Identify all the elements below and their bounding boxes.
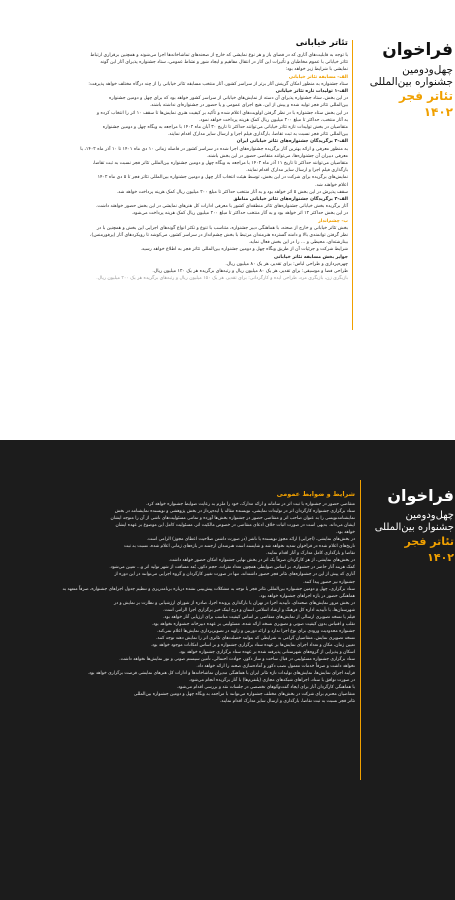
festival-title-block — [366, 486, 454, 565]
rule-line: تقاضا و بارگذاری کامل مدارک و آثار اقدام نمایند. — [266, 551, 355, 557]
paragraph-line: بین‌المللی تئاتر فجر نسبت به ثبت تقاضا، بارگذاری فیلم اجرا و ارسال سایر مدارک اقدام نمایند. — [167, 132, 348, 138]
paragraph-line: با توجه به قابلیت‌های آثاری که در فضای باز و هر نوع نمایشی که خارج از صحنه‌های تماشاخانه‌ها اجرا می‌شوند و همچنین برقراری ارتباط — [90, 53, 348, 58]
rule-line: خواهد بود. — [335, 530, 355, 536]
rule-line: در بخش مرور نمایش‌های صحنه‌ای، تأییدیه اجرا در تهران یا بارگذاری پرونده اجرا، صادره از شوراي ارزشیابی و نظارت بر نمایش و در — [113, 600, 355, 606]
rule-line: آثاری که پیش از این در جشنواره‌های تئاتر فجر حضور داشته‌اند، تنها در صورت تغییر کارگردان و گروه اجرایی می‌توانند در این دوره از — [114, 572, 355, 578]
paragraph-line: بازیگری زن، بازیگری مرد، طراحی ایده و کارگردانی: برای تقدیر، هر یک ۱۵۰ میلیون ریال و رتبه‌های برگزیده هر یک ۲۰۰ میلیون ریال. — [96, 276, 348, 282]
rule-line: تئاتر فجر نسبت به ثبت تقاضا، بارگذاری و ارسال سایر مدارک اقدام نمایند. — [219, 699, 355, 705]
rule-line: فرایند اجرای نمایش‌ها، نمایش‌های تولیدات تازه تئاتر ایران با هماهنگی مدیران تماشاخانه‌ها و ادارات کل هنرهای نمایشی فرصت برگزاری خواهد بود. — [87, 671, 355, 677]
bottom-section-general-rules — [0, 440, 455, 900]
rule-line: تاریخ‌های اعلام شده در فراخوان تمدید نخواهد شد و شایسته است هنرمندان ارجمند در بازه‌های زمانی اعلام شده، نسبت به ثبت — [124, 544, 355, 550]
sub-heading: الف-۲ برگزیدگان جشنواره‌های تئاتر خیابانی ایران — [236, 139, 348, 145]
rule-line: با هماهنگی کارگردان آثار برای ایجاد گفت‌وگوهای تخصصی در جلسات نقد و بررسی اقدام می‌شود. — [176, 685, 355, 691]
rule-line: هماهنگی حضور در بازه اجراهای جشنواره خواهد بود. — [259, 593, 355, 599]
rule-line: فیلم یا نسخه تصویری ارسالی از نمایش‌های متقاضی بر اساس کیفیت مناسب برای ارزیابی آثار خواهد بود. — [162, 614, 355, 620]
divider-line — [352, 40, 353, 330]
rule-line: متقاضی حضور در جشنواره با ثبت اثر در سامانه و ارائه مدارک، خود را ملزم به رعایت ضوابط جشنواره خواهد کرد. — [145, 502, 355, 507]
rule-line: ستاد برگزاری جشنواره مسئولیتی در قبال ساخت و ساز دکور، حوادث احتمالی، تأمین سیستم صوتی و نور نمایش‌ها نخواهد داشت. — [119, 657, 355, 663]
paragraph-list — [58, 501, 355, 705]
paragraph-line: بین‌المللی تئاتر فجر تولید شده و پیش از این، هیچ اجرای عمومی و یا حضور در جشنواره‌ای نداشته باشند. — [149, 103, 348, 109]
top-section-street-theater — [0, 0, 455, 440]
rule-line: در بخش‌های نمایشی، از هر کارگردان صرفاً یک اثر در بخش نهایی جشنواره امکان حضور خواهد داشت. — [168, 558, 355, 564]
rule-line: نخواهد داشت و صرفاً خدمات معمول نصب دکور و آماده‌سازی صحنه را ارائه خواهد داد. — [196, 664, 355, 670]
rule-line: متقاضیان محترم برای شرکت در بخش‌های مختلف جشنواره می‌توانند با مراجعه به وبگاه چهل و دومین جشنواره بین‌المللی — [133, 692, 355, 698]
section-title: شرایط و ضوابط عمومی — [276, 490, 355, 498]
rule-line: ستاد برگزاری، چهل و دومین جشنواره بین‌المللی تئاتر فجر با توجه به مشکلات پیش‌بینی نشده درباره برنامه‌ریزی و تنظیم جدول اجراهای جشنواره، صرفاً متعهد به — [62, 586, 355, 592]
festival-title-block — [358, 40, 453, 119]
call-title: فراخوان — [387, 486, 454, 505]
divider-line — [360, 480, 361, 780]
paragraph-line: در این بخش، ستاد جشنواره پذیرای آن دسته از نمایش‌های خیابانی از سراسر کشور خواهد بود که برای چهل و دومین جشنواره — [108, 96, 348, 102]
sub-heading: الف-۳ برگزیدگان جشنواره‌های تئاتر خیابانی مناطق — [233, 197, 348, 203]
rule-line: در بخش‌های نمایشی، (اجرایی) ارائه مجوز نویسنده یا ناشر (در صورت داشتن صلاحیت اعطای مجوز) الزامی است. — [146, 537, 355, 543]
festival-year: ۱۴۰۲ — [423, 105, 453, 119]
paragraph-line: متقاضیان می‌توانند حداکثر تا تاریخ ۱۱ آذر ماه ۱۴۰۲ با مراجعه به وبگاه چهل و دومین جشنواره بین‌المللی تئاتر فجر نسبت به ثبت تقاضا، — [92, 161, 348, 167]
paragraph-line: اعلام خواهند شد. — [315, 182, 348, 188]
rule-line: نمایشنامه‌نویسی را به عنوان صاحب اثر و متقاضی حضور در جشنواره بخش‌ها آورده و تمامی مسئولیت‌های ناشی از آن را متوجه ایشان — [110, 516, 355, 522]
rule-line: ستاد برگزاری جشنواره کارگردان اثر در تولیدات نمایشی، نویسنده مقاله یا ایده‌پرداز در بخش پژوهشی و نویسنده نمایشنامه در بخش — [114, 509, 355, 515]
paragraph-line: نظر گرفتن توانمندی بالا و دامنه گسترده هنرمندان مرتبط با بخش چشم‌انداز در سراسر کشور، می‌کوشد تا رویکردهای آثار (پرفورمنس)، — [90, 233, 348, 239]
paragraph-line: در این بخش ستاد جشنواره با در نظر گرفتن اولویت‌های اعلام شده و تأکید بر کیفیت هنری نمایش‌ها تا سقف ۱۰ اثر را انتخاب کرده و — [96, 110, 348, 116]
section-title: تئاتر خیابانی — [295, 38, 348, 48]
paragraph-line: چهره‌پردازی و طراحی لباس: برای تقدیر، هر یک ۸۰ میلیون ریال. — [225, 261, 348, 267]
paragraph-line: تئاتر خیابانی با عموم مخاطبان و تأثیرات این آثار در انتقال مفاهیم و ایجاد شور و نشاط عمومی، ستاد جشنواره پذیرای آثار این گونه — [100, 60, 348, 66]
rule-line: در صورت توافق با ستاد، اجراهای شبکه‌های مجازی (پلتفرم‌ها) با آثار برگزیده انجام می‌شود. — [188, 678, 355, 684]
rule-line: شهرستان‌ها، با تأییدیه اداره کل فرهنگ و ارشاد اسلامی استان و درج لینک خبر برگزاری اجرا الزامی است. — [163, 607, 355, 613]
general-rules-body — [58, 490, 355, 705]
paragraph-list — [48, 52, 348, 283]
paragraph-line: معرفی دبیران آن جشنواره‌ها، می‌توانند متقاضی حضور در این بخش باشند. — [206, 153, 348, 159]
festival-name: تئاتر فجر — [398, 89, 453, 103]
edition-line: چهل‌ودومین — [402, 64, 453, 76]
sub-heading: الف-۱ تولیدات تازه تئاتر خیابانی — [275, 89, 348, 95]
festival-name: تئاتر فجر — [404, 535, 454, 548]
paragraph-line: بخش تئاتر خیابانی و خارج از صحنه، با هماهنگی دبیر جشنواره، متناسب با تنوع و تکثر انواع گونه‌های اجرایی این بخش و همچنین با در — [96, 225, 348, 231]
paragraph-line: به آثار منتخب، حداکثر تا مبلغ ۲۰۰ میلیون ریال کمک هزینه پرداخت خواهد نمود. — [198, 117, 348, 123]
sub-heading: ب- چشم‌انداز — [318, 218, 348, 224]
call-title: فراخوان — [382, 40, 453, 60]
paragraph-line: به منظور معرفی و ارائه بهترین آثار برگزیده جشنواره‌های اجرا شده در سراسر کشور در فاصله زمانی ۱۰ دی ماه ۱۴۰۱ تا ۱۰ آذر ماه ۱۴۰۲، با — [80, 146, 348, 152]
paragraph-line: بینارشته‌ای، محیطی و ... را در این بخش فعال نماید. — [248, 240, 348, 246]
paragraph-line: ستاد جشنواره به منظور امکان گزینش آثار برتر از سراسر کشور، آثار منتخب مسابقه تئاتر خیابانی را از چند درگاه مختلف خواهد پذیرفت: — [88, 81, 348, 87]
festival-year: ۱۴۰۲ — [427, 551, 454, 564]
paragraph-line: در این بخش حداکثر ۱۲ اثر خواهد بود و به آثار منتخب حداکثر تا مبلغ ۲۰۰ میلیون ریال کمک هزینه پرداخت می‌شود. — [131, 211, 348, 217]
paragraph-line: متقاضیان در بخش تولیدات تازه تئاتر خیابانی می‌توانند حداکثر تا تاریخ ۳۰ آبان ماه ۱۴۰۲ با مراجعه به وبگاه چهل و دومین جشنواره — [102, 125, 348, 131]
festival-line: جشنواره بین‌المللی — [369, 76, 453, 88]
sub-heading: جوایز بخش مسابقه تئاتر خیابانی — [274, 254, 348, 260]
paragraph-line: آثار برگزیده بخش خیابانی جشنواره‌های تئاتر منطقه‌ای کشور با معرفی ادارات کل هنرهای نمایشی در این بخش حضور خواهند داشت. — [95, 204, 348, 210]
paragraph-line: شرایط شرکت و جزئیات آن از طریق وبگاه چهل و دومین جشنواره بین‌المللی تئاتر فجر به اطلاع خواهد رسید. — [140, 247, 348, 253]
sub-heading: الف- مسابقه تئاتر خیابانی — [288, 74, 348, 80]
rule-line: نسخه تصویری نمایش، متقاضیان گرامی به شرایطی که بتوانند خصلت‌های تئاتری اثر را نمایش دهند توجه کنند. — [155, 635, 355, 641]
rule-line: کمک هزینه آثار حاضر در جشنواره، بر اساس ضوابطی همچون تعداد نفرات، حجم دکور، بُعد مسافت از شهر تولید اثر و... تعیین می‌شود. — [109, 565, 355, 571]
paragraph-line: نمایشی با شرایط زیر خواهد بود: — [285, 67, 348, 73]
paragraph-line: سقف پذیرش در این بخش ۵ اثر خواهد بود و به آثار منتخب حداکثر تا مبلغ ۲۰۰ میلیون ریال کمک هزینه پرداخت خواهد شد. — [116, 189, 348, 195]
rule-line: ایشان می‌داند. بدیهی است در صورت اثبات خلاف ادعای متقاضی در خصوص مالکیت اثر، مسئولیت کامل این موضوع بر عهده ایشان — [115, 523, 355, 529]
rule-line: تقلب و اقتباس بدون کیفیت صوتی و تصویری نسخه ارائه شده، مسئولیتی بر عهده دبیرخانه جشنواره نخواهد بود. — [151, 621, 355, 627]
rule-line: اسکان و پذیرایی از گروه‌های شهرستانی پذیرفته شده بر عهده ستاد برگزاری جشنواره خواهد بود. — [178, 649, 355, 655]
paragraph-line: طراحی فضا و موسیقی: برای تقدیر، هر یک ۸۰ میلیون ریال و رتبه‌های برگزیده هر یک ۱۲۰ میلیون ریال. — [152, 269, 348, 275]
rule-line: جشنواره محدودیت ورودی برای نوع اجرا ندارد و ارائه دوربین و زاویه در تصویربرداری نمایش‌ها اعلام نمی‌کند. — [156, 628, 355, 634]
paragraph-line: بارگذاری فیلم اجرا و ارسال سایر مدارک اقدام نمایند. — [245, 168, 348, 174]
rule-line: جشنواره نیز حضور پیدا کنند. — [303, 579, 355, 585]
festival-line: جشنواره بین‌المللی — [374, 522, 454, 533]
edition-line: چهل‌ودومین — [405, 510, 454, 521]
street-theater-body — [48, 38, 348, 283]
rule-line: تعیین زمان، مکان و تعداد اجرای نمایش‌ها بر عهده ستاد برگزاری جشنواره و بر اساس امکانات موجود خواهد بود. — [150, 642, 355, 648]
paragraph-line: نمایش‌های برگزیده برای شرکت در این بخش، توسط هیئت انتخاب آثار چهل و دومین جشنواره بین‌المللی تئاتر فجر تا ۵ دی ماه ۱۴۰۲ — [97, 175, 348, 181]
